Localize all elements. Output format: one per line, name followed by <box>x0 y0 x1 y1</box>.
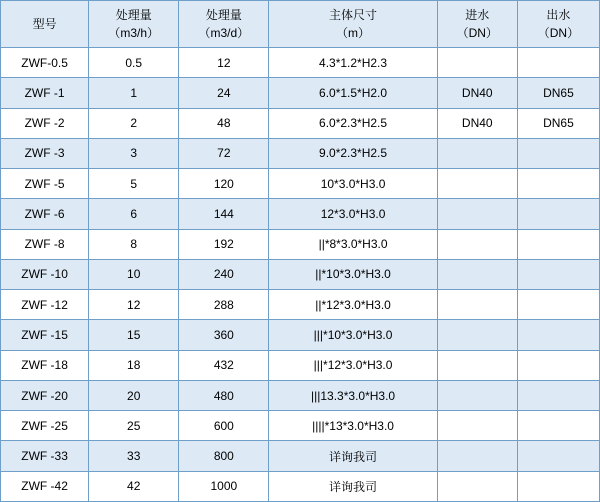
cell-dimensions: ||*10*3.0*H3.0 <box>269 259 437 289</box>
cell-capacity-hour: 25 <box>89 411 179 441</box>
cell-outlet <box>517 471 599 501</box>
cell-dimensions: 4.3*1.2*H2.3 <box>269 48 437 78</box>
cell-capacity-hour: 2 <box>89 108 179 138</box>
cell-capacity-hour: 33 <box>89 441 179 471</box>
cell-capacity-day: 240 <box>179 259 269 289</box>
cell-inlet <box>437 259 517 289</box>
cell-dimensions: 详询我司 <box>269 471 437 501</box>
cell-model: ZWF -25 <box>1 411 89 441</box>
cell-capacity-day: 288 <box>179 290 269 320</box>
table-row <box>1 138 600 168</box>
cell-model: ZWF -18 <box>1 350 89 380</box>
table-row <box>1 411 600 441</box>
cell-capacity-day: 1000 <box>179 471 269 501</box>
cell-dimensions: 10*3.0*H3.0 <box>269 169 437 199</box>
column-header-capacity-day-line2: （m3/d） <box>198 26 250 40</box>
cell-model: ZWF -33 <box>1 441 89 471</box>
cell-dimensions: ||||*13*3.0*H3.0 <box>269 411 437 441</box>
cell-outlet <box>517 290 599 320</box>
table-header <box>1 1 600 48</box>
cell-model: ZWF -20 <box>1 380 89 410</box>
cell-model: ZWF -15 <box>1 320 89 350</box>
cell-inlet <box>437 350 517 380</box>
cell-capacity-hour: 18 <box>89 350 179 380</box>
cell-outlet <box>517 48 599 78</box>
cell-capacity-day: 192 <box>179 229 269 259</box>
cell-outlet <box>517 380 599 410</box>
cell-capacity-day: 120 <box>179 169 269 199</box>
cell-inlet <box>437 199 517 229</box>
table-row <box>1 320 600 350</box>
cell-capacity-day: 360 <box>179 320 269 350</box>
cell-inlet <box>437 48 517 78</box>
cell-outlet <box>517 199 599 229</box>
table-row <box>1 78 600 108</box>
cell-inlet: DN40 <box>437 78 517 108</box>
cell-capacity-hour: 6 <box>89 199 179 229</box>
cell-capacity-hour: 10 <box>89 259 179 289</box>
cell-capacity-day: 600 <box>179 411 269 441</box>
cell-dimensions: |||*10*3.0*H3.0 <box>269 320 437 350</box>
cell-outlet <box>517 441 599 471</box>
cell-capacity-hour: 1 <box>89 78 179 108</box>
cell-capacity-day: 72 <box>179 138 269 168</box>
cell-dimensions: |||13.3*3.0*H3.0 <box>269 380 437 410</box>
table-row <box>1 199 600 229</box>
column-header-inlet-line1: 进水 <box>465 8 490 22</box>
cell-dimensions: 6.0*2.3*H2.5 <box>269 108 437 138</box>
column-header-dimensions-line1: 主体尺寸 <box>329 8 378 22</box>
cell-model: ZWF -5 <box>1 169 89 199</box>
cell-inlet <box>437 471 517 501</box>
cell-outlet <box>517 138 599 168</box>
cell-model: ZWF -42 <box>1 471 89 501</box>
column-header-capacity-day-line1: 处理量 <box>205 8 242 22</box>
cell-model: ZWF -3 <box>1 138 89 168</box>
cell-inlet <box>437 320 517 350</box>
cell-outlet: DN65 <box>517 108 599 138</box>
cell-model: ZWF -12 <box>1 290 89 320</box>
cell-outlet <box>517 169 599 199</box>
cell-capacity-day: 480 <box>179 380 269 410</box>
column-header-capacity-hour-line2: （m3/h） <box>108 26 160 40</box>
column-header-model-line1: 型号 <box>32 17 57 31</box>
cell-inlet <box>437 138 517 168</box>
cell-capacity-hour: 12 <box>89 290 179 320</box>
cell-capacity-hour: 15 <box>89 320 179 350</box>
cell-capacity-day: 48 <box>179 108 269 138</box>
table-row <box>1 441 600 471</box>
cell-inlet <box>437 169 517 199</box>
cell-capacity-day: 800 <box>179 441 269 471</box>
cell-capacity-hour: 5 <box>89 169 179 199</box>
cell-dimensions: 6.0*1.5*H2.0 <box>269 78 437 108</box>
cell-outlet <box>517 411 599 441</box>
table-row <box>1 108 600 138</box>
cell-inlet: DN40 <box>437 108 517 138</box>
cell-dimensions: 12*3.0*H3.0 <box>269 199 437 229</box>
cell-model: ZWF-0.5 <box>1 48 89 78</box>
column-header-capacity-day <box>179 1 269 48</box>
cell-capacity-day: 12 <box>179 48 269 78</box>
cell-inlet <box>437 441 517 471</box>
column-header-capacity-hour-line1: 处理量 <box>115 8 152 22</box>
cell-capacity-day: 24 <box>179 78 269 108</box>
column-header-inlet <box>437 1 517 48</box>
cell-capacity-hour: 42 <box>89 471 179 501</box>
column-header-outlet-line1: 出水 <box>546 8 571 22</box>
cell-outlet <box>517 229 599 259</box>
table-row <box>1 290 600 320</box>
table-row <box>1 259 600 289</box>
table-row <box>1 471 600 501</box>
table-body <box>1 48 600 502</box>
cell-model: ZWF -10 <box>1 259 89 289</box>
header-row <box>1 1 600 48</box>
column-header-outlet <box>517 1 599 48</box>
table-row <box>1 350 600 380</box>
cell-capacity-hour: 3 <box>89 138 179 168</box>
column-header-outlet-line2: （DN） <box>537 26 580 40</box>
table-row <box>1 380 600 410</box>
cell-dimensions: ||*8*3.0*H3.0 <box>269 229 437 259</box>
cell-inlet <box>437 290 517 320</box>
cell-model: ZWF -2 <box>1 108 89 138</box>
cell-capacity-day: 432 <box>179 350 269 380</box>
cell-inlet <box>437 229 517 259</box>
cell-model: ZWF -1 <box>1 78 89 108</box>
cell-dimensions: 9.0*2.3*H2.5 <box>269 138 437 168</box>
cell-model: ZWF -6 <box>1 199 89 229</box>
cell-dimensions: 详询我司 <box>269 441 437 471</box>
cell-outlet <box>517 259 599 289</box>
table-row <box>1 169 600 199</box>
column-header-inlet-line2: （DN） <box>456 26 498 40</box>
cell-outlet <box>517 320 599 350</box>
cell-capacity-hour: 20 <box>89 380 179 410</box>
column-header-capacity-hour <box>89 1 179 48</box>
column-header-dimensions-line2: （m） <box>336 26 371 40</box>
table-row <box>1 229 600 259</box>
cell-outlet <box>517 350 599 380</box>
table-row <box>1 48 600 78</box>
cell-dimensions: |||*12*3.0*H3.0 <box>269 350 437 380</box>
cell-inlet <box>437 380 517 410</box>
cell-capacity-day: 144 <box>179 199 269 229</box>
cell-dimensions: ||*12*3.0*H3.0 <box>269 290 437 320</box>
cell-inlet <box>437 411 517 441</box>
cell-capacity-hour: 8 <box>89 229 179 259</box>
column-header-model <box>1 1 89 48</box>
column-header-dimensions <box>269 1 437 48</box>
cell-model: ZWF -8 <box>1 229 89 259</box>
cell-outlet: DN65 <box>517 78 599 108</box>
cell-capacity-hour: 0.5 <box>89 48 179 78</box>
